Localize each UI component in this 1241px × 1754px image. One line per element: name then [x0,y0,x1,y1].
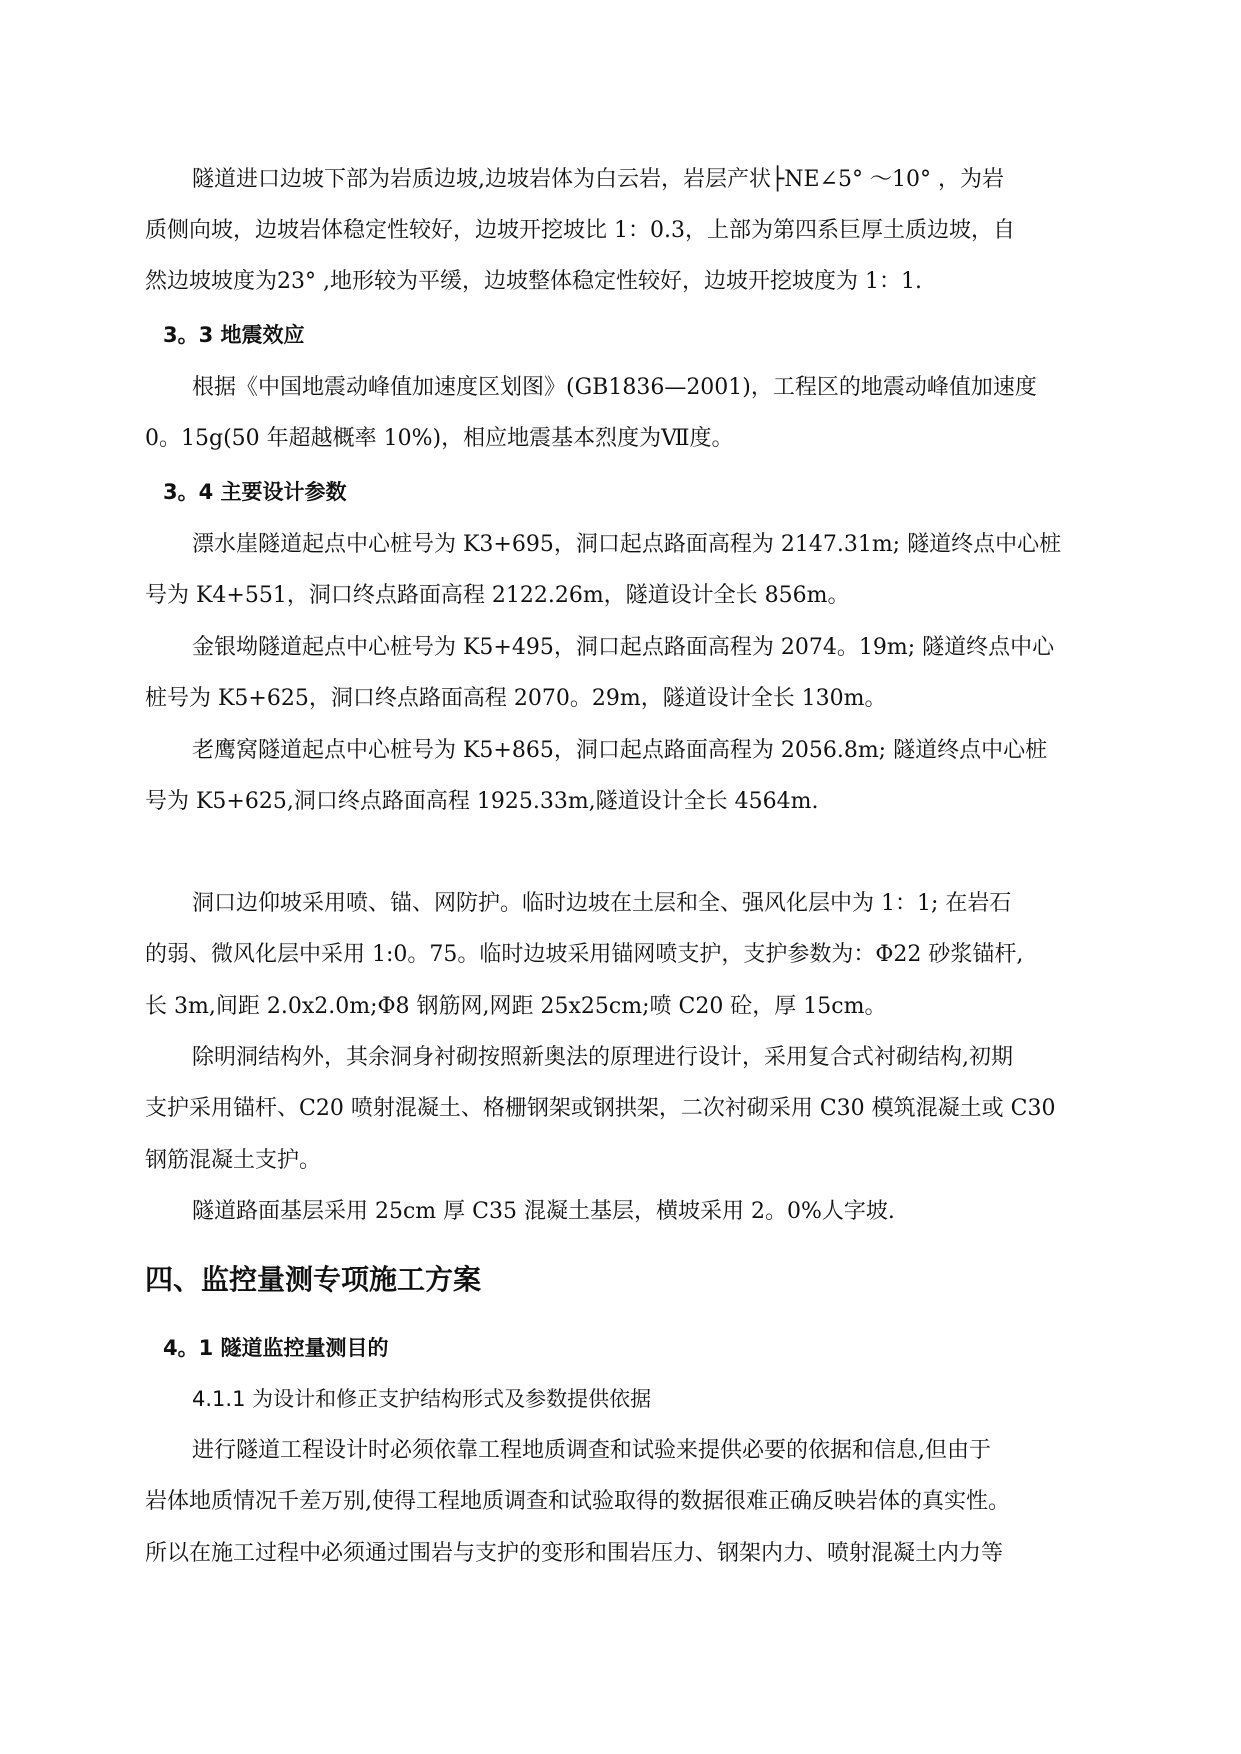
paragraph-line: 支护采用锚杆、C20 喷射混凝土、格栅钢架或钢拱架，二次衬砌采用 C30 模筑混凝土或 C30 [145,1096,1056,1121]
paragraph-line: 0。15g(50 年超越概率 10%)，相应地震基本烈度为Ⅶ度。 [145,426,734,451]
section-heading-design-params: 3。4 主要设计参数 [163,480,347,504]
paragraph-line: 号为 K4+551，洞口终点路面高程 2122.26m，隧道设计全长 856m。 [145,583,850,608]
paragraph-line: 的弱、微风化层中采用 1:0。75。临时边坡采用锚网喷支护，支护参数为：Φ22 砂浆锚杆, [145,942,1024,967]
paragraph-line: 所以在施工过程中必须通过围岩与支护的变形和围岩压力、钢架内力、喷射混凝土内力等 [145,1541,1004,1566]
chapter-heading-monitoring: 四、监控量测专项施工方案 [145,1263,482,1296]
paragraph-line: 漂水崖隧道起点中心桩号为 K3+695，洞口起点路面高程为 2147.31m; 隧道终点中心桩 [192,532,1062,557]
subsection-heading-design-basis: 4.1.1 为设计和修正支护结构形式及参数提供依据 [192,1387,652,1411]
section-heading-seismic: 3。3 地震效应 [163,323,305,347]
paragraph-line: 钢筋混凝土支护。 [145,1148,322,1173]
paragraph-line: 然边坡坡度为23° ,地形较为平缓，边坡整体稳定性较好，边坡开挖坡度为 1：1. [145,269,922,294]
paragraph-line: 桩号为 K5+625，洞口终点路面高程 2070。29m，隧道设计全长 130m。 [145,686,887,711]
paragraph-line: 长 3m,间距 2.0x2.0m;Φ8 钢筋网,网距 25x25cm;喷 C20 砼，厚 15cm。 [145,994,887,1019]
paragraph-line: 老鹰窝隧道起点中心桩号为 K5+865，洞口起点路面高程为 2056.8m; 隧道终点中心桩 [192,738,1048,763]
paragraph-line: 除明洞结构外，其余洞身衬砌按照新奥法的原理进行设计，采用复合式衬砌结构,初期 [192,1045,1013,1070]
paragraph-line: 洞口边仰坡采用喷、锚、网防护。临时边坡在土层和全、强风化层中为 1：1; 在岩石 [192,891,1012,916]
paragraph-line: 质侧向坡，边坡岩体稳定性较好，边坡开挖坡比 1：0.3，上部为第四系巨厚土质边坡，自 [145,218,1015,243]
paragraph-line: 根据《中国地震动峰值加速度区划图》(GB1836—2001)，工程区的地震动峰值加速度 [192,375,1037,400]
paragraph-line: 隧道进口边坡下部为岩质边坡,边坡岩体为白云岩，岩层产状├NE∠5° ～10° ，为岩 [192,167,1004,192]
paragraph-line: 岩体地质情况千差万别,使得工程地质调查和试验取得的数据很难正确反映岩体的真实性。 [145,1489,1010,1514]
section-heading-monitoring-purpose: 4。1 隧道监控量测目的 [163,1336,389,1360]
paragraph-line: 进行隧道工程设计时必须依靠工程地质调查和试验来提供必要的依据和信息,但由于 [192,1438,991,1463]
paragraph-line: 金银坳隧道起点中心桩号为 K5+495，洞口起点路面高程为 2074。19m; 隧道终点中心 [192,635,1055,660]
paragraph-line: 隧道路面基层采用 25cm 厚 C35 混凝土基层，横坡采用 2。0%人字坡. [192,1199,895,1224]
paragraph-line: 号为 K5+625,洞口终点路面高程 1925.33m,隧道设计全长 4564m. [145,789,819,814]
